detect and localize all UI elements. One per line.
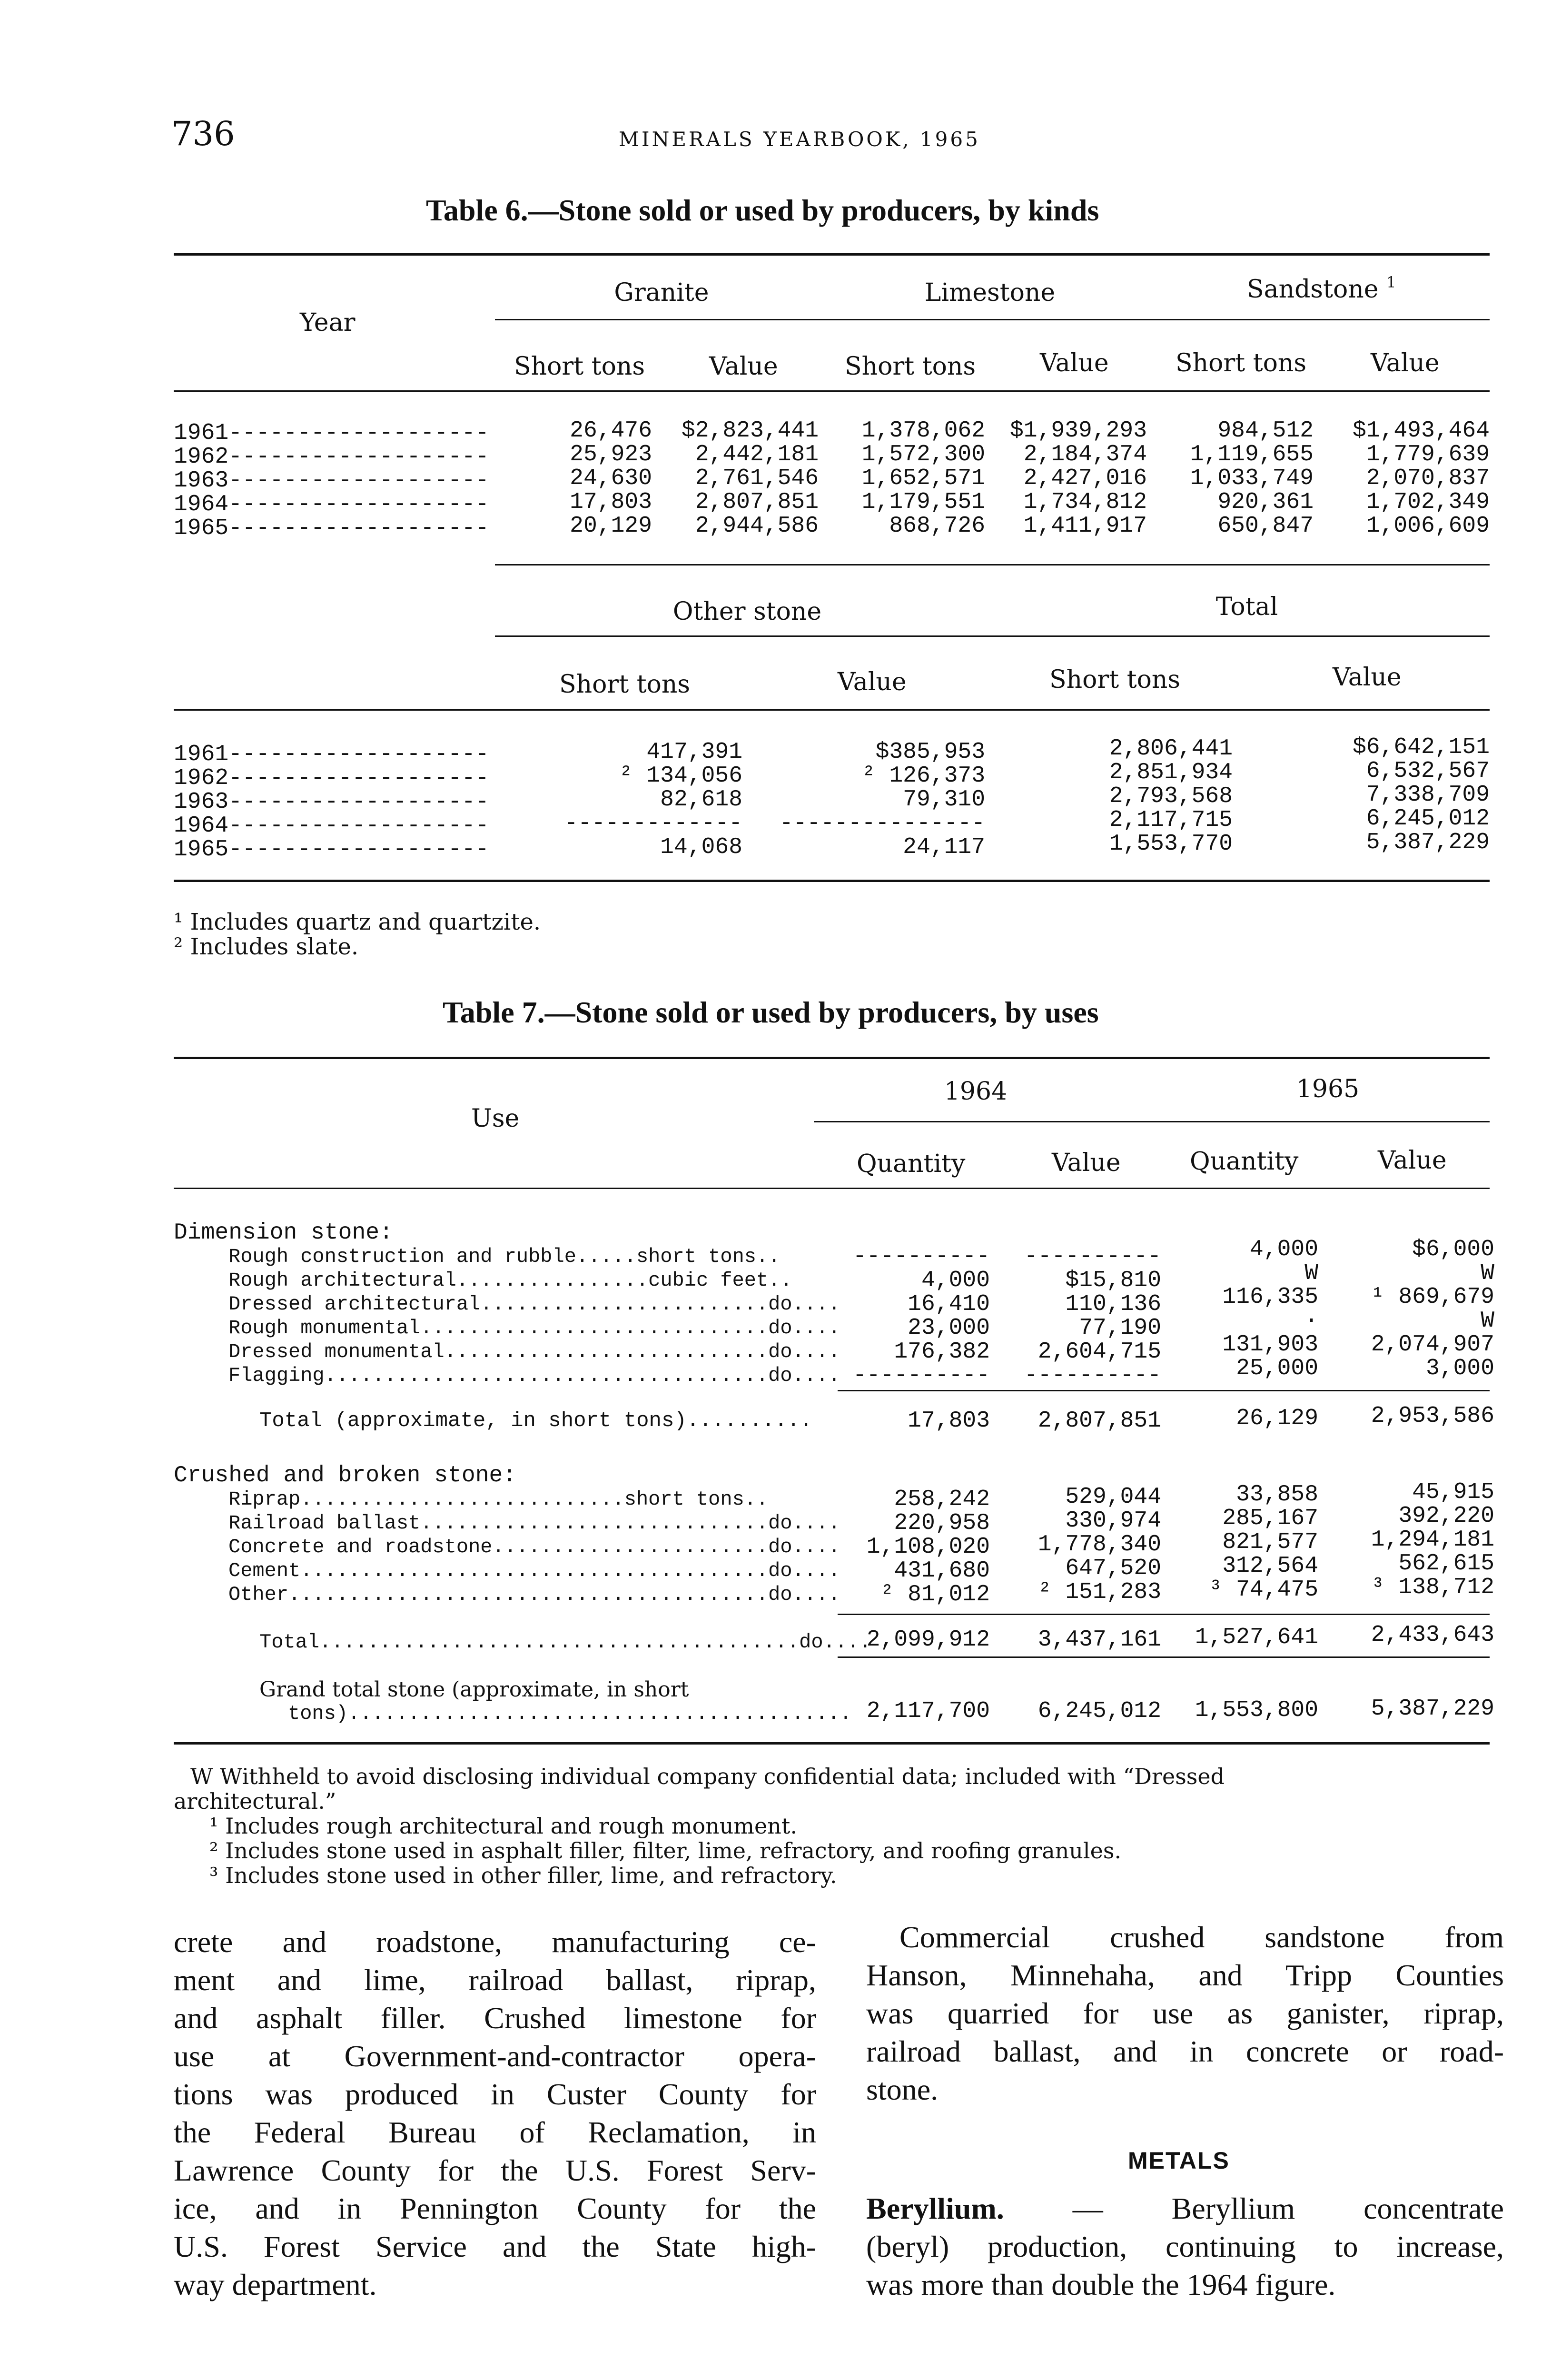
beryllium-head: Beryllium. bbox=[866, 2192, 1004, 2225]
table-cell: 176,382 bbox=[894, 1339, 990, 1365]
table6-mid-rule bbox=[495, 564, 1490, 565]
table-cell: $2,823,441 bbox=[681, 418, 819, 444]
table6-footnote-1: ¹ Includes quartz and quartzite. bbox=[174, 909, 541, 935]
table-cell: ² 126,373 bbox=[861, 763, 985, 789]
table-cell: 1,294,181 bbox=[1371, 1527, 1494, 1553]
text-line: the Federal Bureau of Reclamation, in bbox=[174, 2115, 816, 2149]
table7-use-header: Use bbox=[471, 1104, 520, 1133]
table-cell: 110,136 bbox=[1065, 1291, 1161, 1317]
table-cell: 82,618 bbox=[660, 787, 742, 813]
t7-dim-q64 bbox=[838, 1245, 990, 1388]
table-cell: W bbox=[1304, 1260, 1318, 1286]
table-cell: 26,476 bbox=[570, 418, 652, 444]
t6-year-1961: 1961------------------- bbox=[174, 420, 489, 446]
t7-sub-quantity-65: Quantity bbox=[1190, 1147, 1299, 1176]
t7-grand-total-v65: 5,387,229 bbox=[1371, 1696, 1494, 1722]
table-cell: 529,044 bbox=[1065, 1484, 1161, 1510]
table-cell: 431,680 bbox=[894, 1558, 990, 1584]
t7-crushed-v65 bbox=[1333, 1480, 1494, 1599]
table6-group-rule bbox=[495, 319, 1490, 320]
table6-bottom-rule bbox=[174, 880, 1490, 882]
table-cell: 647,520 bbox=[1065, 1556, 1161, 1581]
t7-dim-total-q64: 17,803 bbox=[908, 1408, 990, 1434]
table-cell: 2,184,374 bbox=[1023, 442, 1147, 467]
table-cell: W bbox=[1481, 1308, 1494, 1334]
t7-crushed-total-q64: 2,099,912 bbox=[866, 1627, 990, 1653]
table-cell: 14,068 bbox=[660, 834, 742, 860]
table-cell: ---------- bbox=[1024, 1363, 1161, 1388]
table-cell: 7,338,709 bbox=[1366, 782, 1490, 808]
t6-year-1963: 1963------------------- bbox=[174, 468, 489, 494]
text-line: (beryl) production, continuing to increase, bbox=[866, 2230, 1504, 2263]
t7-crushed-label-4: Cement.......................................do.... bbox=[228, 1559, 840, 1582]
table7-year-1965: 1965 bbox=[1296, 1075, 1360, 1103]
table-cell: 1,553,770 bbox=[1109, 831, 1233, 857]
table-cell: ---------- bbox=[852, 1244, 990, 1269]
table-cell: 2,604,715 bbox=[1037, 1339, 1161, 1365]
table-cell: 1,734,812 bbox=[1023, 489, 1147, 515]
t7-grand-total-v64: 6,245,012 bbox=[1037, 1698, 1161, 1724]
running-title: MINERALS YEARBOOK, 1965 bbox=[619, 128, 980, 151]
page-number: 736 bbox=[171, 114, 235, 153]
body-right-column bbox=[866, 1918, 1504, 2109]
t6-year-1962: 1962------------------- bbox=[174, 444, 489, 470]
text-line: Lawrence County for the U.S. Forest Serv- bbox=[174, 2153, 816, 2187]
t6-col-total-value bbox=[1309, 735, 1490, 854]
table-cell: 821,577 bbox=[1222, 1529, 1318, 1555]
table-cell: 25,923 bbox=[570, 442, 652, 467]
table7-footnote-1: ¹ Includes rough architectural and rough monument. bbox=[209, 1813, 797, 1839]
table7-footnote-w-cont: architectural.” bbox=[174, 1788, 336, 1814]
table-cell: ² 151,283 bbox=[1037, 1579, 1161, 1605]
table-cell: 17,803 bbox=[570, 489, 652, 515]
table6-footnote-2: ² Includes slate. bbox=[174, 933, 359, 960]
t7-dim-label-3: Dressed architectural........................do.... bbox=[228, 1293, 840, 1316]
table6-mid-group-rule bbox=[495, 635, 1490, 637]
t6-col-limestone-tons bbox=[833, 419, 985, 538]
t7-section-dimension: Dimension stone: bbox=[174, 1220, 393, 1246]
table-cell: 2,070,837 bbox=[1366, 466, 1490, 491]
table-cell: 3,000 bbox=[1425, 1356, 1494, 1381]
text-line: Commercial crushed sandstone from bbox=[899, 1920, 1504, 1954]
table-cell: 2,807,851 bbox=[695, 489, 819, 515]
table-cell: 4,000 bbox=[1249, 1237, 1318, 1262]
t6-sub-total-value: Value bbox=[1333, 663, 1402, 692]
table-cell: 285,167 bbox=[1222, 1506, 1318, 1531]
table-cell: 1,779,639 bbox=[1366, 442, 1490, 467]
t6-sub-sandstone-tons: Short tons bbox=[1176, 349, 1307, 377]
table-cell: ² 81,012 bbox=[880, 1582, 990, 1607]
table-cell: 2,806,441 bbox=[1109, 736, 1233, 762]
t7-dim-q65 bbox=[1176, 1238, 1318, 1380]
t6-sub-total-tons: Short tons bbox=[1049, 665, 1181, 694]
table-cell: ² 134,056 bbox=[619, 763, 742, 789]
table-cell: 24,630 bbox=[570, 466, 652, 491]
t6-col-total-tons bbox=[1047, 737, 1233, 856]
t7-grand-total-q64: 2,117,700 bbox=[866, 1698, 990, 1724]
table-cell: 2,074,907 bbox=[1371, 1332, 1494, 1358]
t6b-year-1963: 1963------------------- bbox=[174, 789, 489, 815]
table-cell: ---------- bbox=[1024, 1244, 1161, 1269]
table7-top-rule bbox=[174, 1057, 1490, 1059]
t7-crushed-v64 bbox=[1009, 1485, 1161, 1604]
t6-col-other-value bbox=[761, 740, 985, 859]
t6-sub-limestone-tons: Short tons bbox=[845, 352, 976, 381]
table-cell: 417,391 bbox=[646, 739, 742, 765]
metals-heading: METALS bbox=[1128, 2147, 1230, 2174]
table-cell: 1,006,609 bbox=[1366, 513, 1490, 539]
table7-footnote-3: ³ Includes stone used in other filler, lime, and refractory. bbox=[209, 1863, 837, 1888]
t7-grand-total-q65: 1,553,800 bbox=[1195, 1697, 1318, 1723]
t7-dim-total-q65: 26,129 bbox=[1236, 1406, 1318, 1431]
table-cell: 984,512 bbox=[1217, 418, 1314, 444]
t7-crushed-total-q65: 1,527,641 bbox=[1195, 1625, 1318, 1650]
t7-dim-sum-rule bbox=[838, 1390, 1490, 1391]
table-cell: · bbox=[1304, 1308, 1318, 1334]
t6-col-granite-tons bbox=[524, 419, 652, 538]
table-cell: 5,387,229 bbox=[1366, 830, 1490, 855]
table-cell: 868,726 bbox=[889, 513, 985, 539]
t7-dim-label-6: Flagging.....................................do.... bbox=[228, 1364, 840, 1387]
table-cell: 1,119,655 bbox=[1190, 442, 1314, 467]
text-line: use at Government-and-contractor opera- bbox=[174, 2039, 816, 2073]
t7-dim-label-5: Dressed monumental...........................do.... bbox=[228, 1340, 840, 1363]
table-cell: 1,702,349 bbox=[1366, 489, 1490, 515]
t6-col-sandstone-value bbox=[1333, 419, 1490, 538]
table-cell: 650,847 bbox=[1217, 513, 1314, 539]
table-cell: 1,778,340 bbox=[1037, 1532, 1161, 1557]
table7-footnote-w: W Withheld to avoid disclosing individual company confidential data; included with “Dressed bbox=[190, 1764, 1225, 1789]
table-cell: 20,129 bbox=[570, 513, 652, 539]
table-cell: $6,000 bbox=[1412, 1237, 1494, 1262]
table7-footnote-2: ² Includes stone used in asphalt filler, filter, lime, refractory, and roofing granules. bbox=[209, 1838, 1122, 1864]
t6b-year-1965: 1965------------------- bbox=[174, 837, 489, 863]
t7-dim-total-label: Total (approximate, in short tons).......... bbox=[259, 1409, 812, 1433]
table-cell: 24,117 bbox=[903, 834, 985, 860]
beryllium-line-1: — Beryllium concentrate bbox=[1072, 2192, 1504, 2225]
t7-crushed-label-3: Concrete and roadstone.......................do.... bbox=[228, 1536, 840, 1558]
text-line: was more than double the 1964 figure. bbox=[866, 2268, 1336, 2301]
t6-sub-granite-tons: Short tons bbox=[514, 352, 645, 381]
table-cell: ³ 74,475 bbox=[1208, 1577, 1318, 1603]
t7-grand-total-label-2: tons).......................................... bbox=[288, 1702, 852, 1725]
text-line: Hanson, Minnehaha, and Tripp Counties bbox=[866, 1958, 1504, 1992]
table-cell: $6,642,151 bbox=[1352, 734, 1490, 760]
text-line: crete and roadstone, manufacturing ce- bbox=[174, 1925, 816, 1959]
table6-bottom-header-rule bbox=[174, 709, 1490, 711]
table-cell: 1,108,020 bbox=[866, 1534, 990, 1560]
table-cell: ¹ 869,679 bbox=[1371, 1284, 1494, 1310]
table6-title: Table 6.—Stone sold or used by producers, by kinds bbox=[426, 193, 1099, 227]
text-line: tions was produced in Custer County for bbox=[174, 2077, 816, 2111]
t6-year-1964: 1964------------------- bbox=[174, 492, 489, 517]
t6b-year-1961: 1961------------------- bbox=[174, 742, 489, 767]
table-cell: 920,361 bbox=[1217, 489, 1314, 515]
t7-crushed-label-1: Riprap...........................short tons.. bbox=[228, 1488, 769, 1511]
table6-group-other: Other stone bbox=[672, 597, 822, 626]
table-cell: 258,242 bbox=[894, 1487, 990, 1512]
t6-col-granite-value bbox=[666, 419, 819, 538]
t6-col-limestone-value bbox=[995, 419, 1147, 538]
table-cell: ---------- bbox=[852, 1363, 990, 1388]
t7-section-crushed: Crushed and broken stone: bbox=[174, 1463, 517, 1488]
t7-crushed-total-label: Total........................................do.... bbox=[259, 1631, 871, 1654]
t7-crushed-label-2: Railroad ballast.............................do.... bbox=[228, 1512, 840, 1535]
sandstone-label: Sandstone bbox=[1247, 275, 1379, 304]
table-cell: 2,851,934 bbox=[1109, 760, 1233, 785]
table7-title: Table 7.—Stone sold or used by producers, by uses bbox=[443, 995, 1099, 1029]
t6-year-1965: 1965------------------- bbox=[174, 516, 489, 541]
text-line: U.S. Forest Service and the State high- bbox=[174, 2230, 816, 2263]
table-cell: 79,310 bbox=[903, 787, 985, 813]
table-cell: $385,953 bbox=[875, 739, 985, 765]
table-cell: $1,493,464 bbox=[1352, 418, 1490, 444]
text-line bbox=[866, 2190, 1504, 2228]
table-cell: 562,615 bbox=[1398, 1551, 1494, 1577]
table-cell: 2,427,016 bbox=[1023, 466, 1147, 491]
t6b-year-1964: 1964------------------- bbox=[174, 813, 489, 839]
text-line: was quarried for use as ganister, riprap, bbox=[866, 1996, 1504, 2030]
text-line: ice, and in Pennington County for the bbox=[174, 2192, 816, 2225]
table-cell: 1,378,062 bbox=[861, 418, 985, 444]
table7-year-rule bbox=[814, 1121, 1490, 1122]
t7-dim-label-4: Rough monumental.............................do.... bbox=[228, 1317, 840, 1339]
table-cell: 1,652,571 bbox=[861, 466, 985, 491]
table-cell: 16,410 bbox=[908, 1291, 990, 1317]
text-line: way department. bbox=[174, 2268, 377, 2301]
table-cell: 45,915 bbox=[1412, 1479, 1494, 1505]
table-cell: 1,411,917 bbox=[1023, 513, 1147, 539]
table6-header-rule bbox=[174, 390, 1490, 392]
table6-top-rule bbox=[174, 253, 1490, 256]
table7-bottom-rule bbox=[174, 1742, 1490, 1745]
table6-group-sandstone bbox=[1247, 275, 1396, 304]
t7-grand-total-label-1: Grand total stone (approximate, in short bbox=[259, 1677, 689, 1702]
t7-dim-total-v64: 2,807,851 bbox=[1037, 1408, 1161, 1434]
t7-crushed-total-v65: 2,433,643 bbox=[1371, 1622, 1494, 1648]
text-line: and asphalt filler. Crushed limestone for bbox=[174, 2001, 816, 2035]
text-line: stone. bbox=[866, 2073, 939, 2106]
t7-dim-v64 bbox=[1009, 1245, 1161, 1388]
text-line: railroad ballast, and in concrete or road- bbox=[866, 2034, 1504, 2068]
table6-group-total: Total bbox=[1215, 593, 1278, 621]
table7-header-rule bbox=[174, 1188, 1490, 1189]
table-cell: 1,033,749 bbox=[1190, 466, 1314, 491]
body-left-column bbox=[174, 1923, 816, 2304]
t7-dim-label-2: Rough architectural................cubic feet.. bbox=[228, 1269, 792, 1292]
t6-sub-sandstone-value: Value bbox=[1371, 349, 1440, 377]
t7-dim-total-v65: 2,953,586 bbox=[1371, 1403, 1494, 1429]
table-cell: 220,958 bbox=[894, 1510, 990, 1536]
table-cell: 33,858 bbox=[1236, 1482, 1318, 1507]
t7-dim-label-1: Rough construction and rubble.....short tons.. bbox=[228, 1245, 780, 1268]
t7-crushed-sum-rule bbox=[838, 1614, 1490, 1615]
table-cell: 6,245,012 bbox=[1366, 806, 1490, 832]
table-cell: 330,974 bbox=[1065, 1508, 1161, 1534]
beryllium-paragraph bbox=[866, 2190, 1504, 2304]
t6b-year-1962: 1962------------------- bbox=[174, 765, 489, 791]
table-cell: 77,190 bbox=[1079, 1315, 1161, 1341]
t7-dim-v65 bbox=[1333, 1238, 1494, 1380]
table6-year-header: Year bbox=[300, 308, 356, 337]
text-line: ment and lime, railroad ballast, riprap, bbox=[174, 1963, 816, 1997]
table-cell: 1,572,300 bbox=[861, 442, 985, 467]
table6-group-granite: Granite bbox=[614, 278, 709, 307]
table-cell: ------------- bbox=[564, 811, 742, 836]
t7-crushed-q64 bbox=[838, 1488, 990, 1606]
table-cell: ³ 138,712 bbox=[1371, 1575, 1494, 1600]
t6-sub-other-tons: Short tons bbox=[559, 670, 691, 699]
table-cell: $15,810 bbox=[1065, 1268, 1161, 1293]
t7-sub-quantity-64: Quantity bbox=[857, 1150, 966, 1178]
table-cell: 116,335 bbox=[1222, 1284, 1318, 1310]
table-cell: 2,793,568 bbox=[1109, 783, 1233, 809]
t7-crushed-label-5: Other........................................do.... bbox=[228, 1583, 840, 1606]
table6-group-limestone: Limestone bbox=[924, 278, 1056, 307]
t6-col-other-tons bbox=[547, 740, 742, 859]
t6-sub-limestone-value: Value bbox=[1040, 349, 1109, 377]
table-cell: 2,442,181 bbox=[695, 442, 819, 467]
t7-crushed-total-v64: 3,437,161 bbox=[1037, 1627, 1161, 1653]
table-cell: 2,944,586 bbox=[695, 513, 819, 539]
t7-sub-value-64: Value bbox=[1052, 1149, 1121, 1177]
table7-year-1964: 1964 bbox=[944, 1077, 1008, 1106]
table-cell: --------------- bbox=[779, 811, 985, 836]
table-cell: 131,903 bbox=[1222, 1332, 1318, 1358]
table-cell: W bbox=[1481, 1260, 1494, 1286]
t7-grand-rule bbox=[838, 1656, 1490, 1658]
t6-sub-other-value: Value bbox=[838, 668, 907, 696]
t6-col-sandstone-tons bbox=[1161, 419, 1314, 538]
table-cell: 23,000 bbox=[908, 1315, 990, 1341]
table-cell: $1,939,293 bbox=[1009, 418, 1147, 444]
table-cell: 2,761,546 bbox=[695, 466, 819, 491]
t6-sub-granite-value: Value bbox=[709, 352, 778, 381]
t7-crushed-q65 bbox=[1176, 1483, 1318, 1602]
table-cell: 25,000 bbox=[1236, 1356, 1318, 1381]
table-cell: 392,220 bbox=[1398, 1503, 1494, 1529]
table-cell: 4,000 bbox=[921, 1268, 990, 1293]
t7-sub-value-65: Value bbox=[1378, 1146, 1447, 1175]
sandstone-footnote-mark: 1 bbox=[1386, 273, 1396, 291]
table-cell: 2,117,715 bbox=[1109, 807, 1233, 833]
table-cell: 1,179,551 bbox=[861, 489, 985, 515]
table-cell: 312,564 bbox=[1222, 1553, 1318, 1579]
table-cell: 6,532,567 bbox=[1366, 758, 1490, 784]
